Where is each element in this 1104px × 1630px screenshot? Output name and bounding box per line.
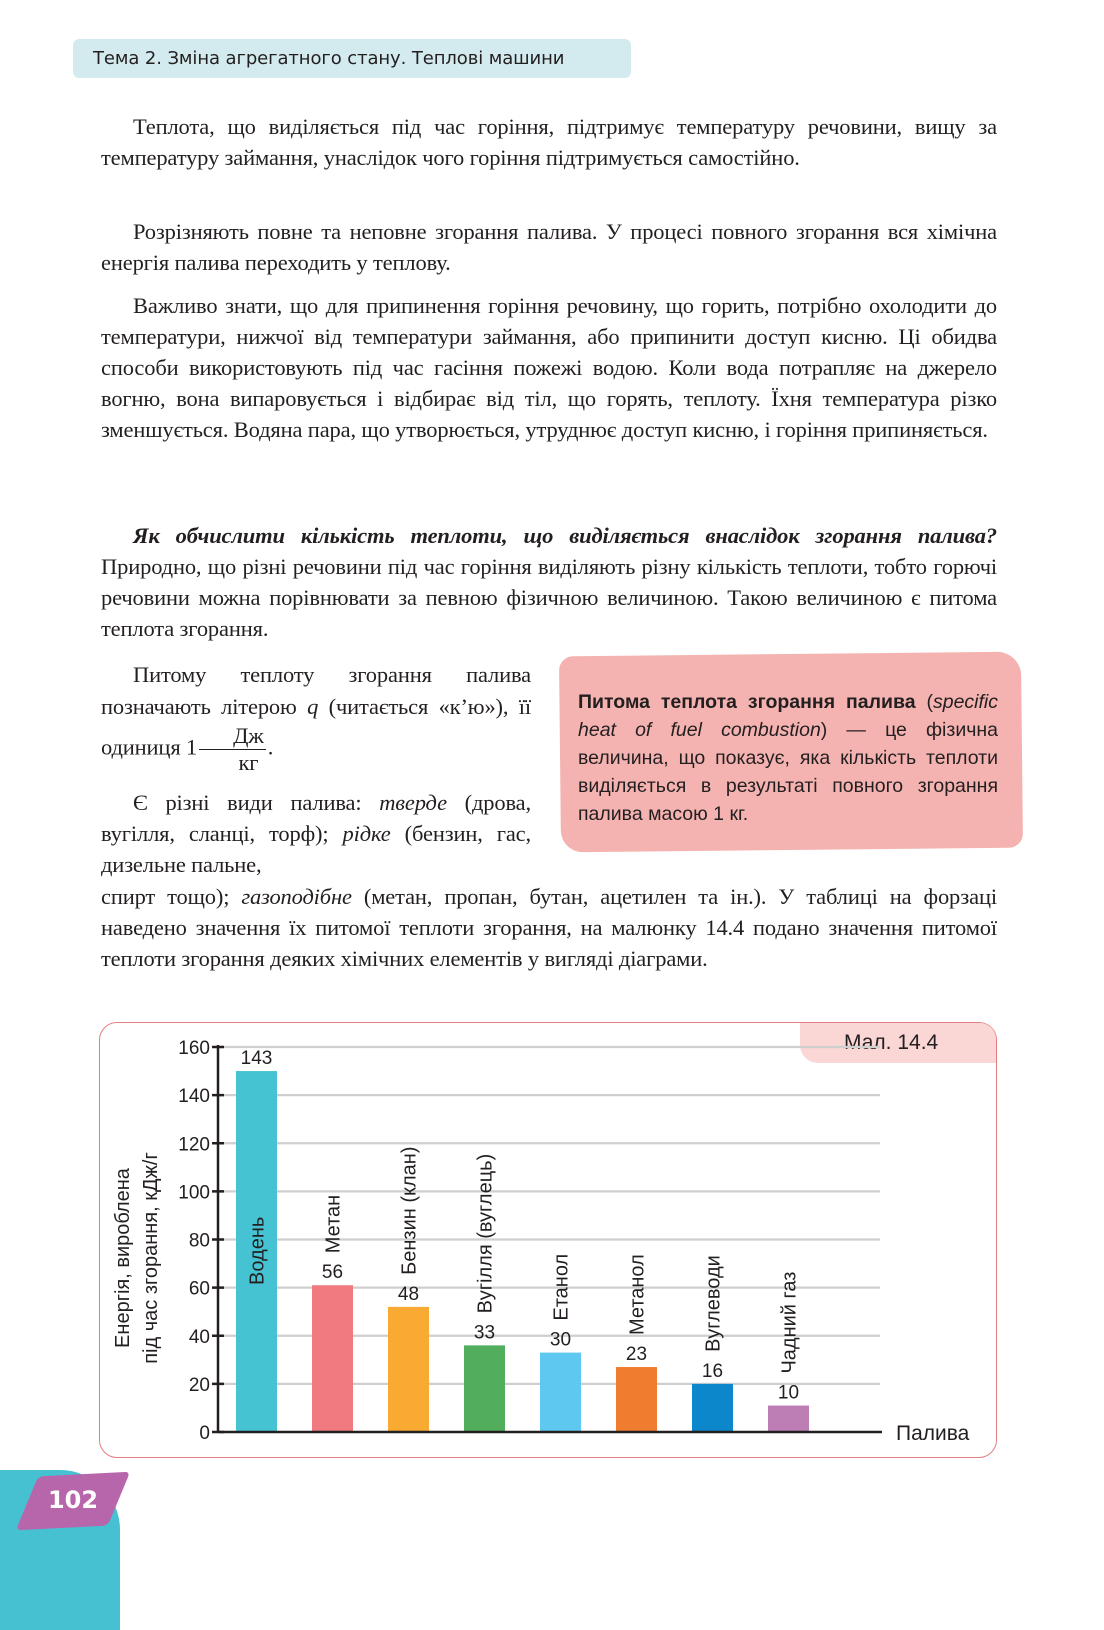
y-tick-label: 120 (178, 1134, 210, 1156)
bar (540, 1353, 581, 1432)
category-label: Метан (322, 1194, 345, 1254)
bar (768, 1406, 809, 1432)
fuel-gas: газоподібне (241, 884, 352, 909)
bar-value-label: 143 (240, 1048, 273, 1070)
unit-denominator: кг (238, 750, 259, 775)
y-tick-label: 140 (178, 1086, 210, 1108)
bar-group (312, 1195, 353, 1432)
y-tick-label: 0 (199, 1423, 210, 1444)
y-tick-label: 40 (188, 1326, 210, 1348)
bar-group (540, 1254, 581, 1432)
text: . (267, 734, 274, 760)
category-label: Чадний газ (778, 1271, 801, 1374)
bar (312, 1285, 353, 1432)
text: спирт тощо); (101, 884, 242, 909)
bar-value-label: 56 (321, 1262, 344, 1284)
bar (388, 1307, 429, 1432)
paragraph-combustion-heat: Теплота, що виділяється під час горіння, підтримує температуру речовини, вищу за температуру займання, унаслідок чого горіння підтримується самостійно. (101, 114, 997, 170)
y-tick-label: 80 (188, 1230, 210, 1252)
y-tick-label: 60 (188, 1278, 210, 1300)
bar-group (692, 1255, 733, 1432)
bar-value-label: 23 (625, 1344, 648, 1366)
category-label: Вуглеводи (702, 1255, 725, 1352)
bar (464, 1345, 505, 1432)
bar-group (464, 1154, 505, 1432)
definition-english: specific heat of fuel combustion (578, 691, 998, 741)
topic-header: Тема 2. Зміна агрегатного стану. Теплові машини (73, 39, 631, 78)
y-axis-title (112, 1152, 162, 1364)
bar (692, 1384, 733, 1432)
fuel-solid: тверде (379, 790, 447, 815)
paragraph-stop-burning: Важливо знати, що для припинення горіння речовину, що горить, потрібно охолодити до температури, нижчої від температури займання, або припинити доступ кисню. Ці обидва способи використовують під час гасіння пожежі водою. Коли вода потрапляє на джерело вогню, вона випаровується і відбирає від тіл, що горять, теплоту. Їхня температура різко зменшується. Водяна пара, що утворюється, утруднює доступ кисню, і горіння припиняється. (101, 293, 997, 442)
paragraph-full-combustion: Розрізняють повне та неповне згорання палива. У процесі повного згорання вся хімічна енергія палива переходить у теплову. (101, 219, 997, 275)
definition-term: Питома теплота згорання палива (578, 691, 916, 713)
bar-group (388, 1147, 429, 1433)
text: (метан, пропан, бутан, ацетилен та ін.). У таблиці на форзаці наведено значення їх питомої теплоти згорання, на малюнку 14.4 подано значення питомої теплоти згорання деяких хімічних елементів у вигляді діаграми. (101, 884, 997, 971)
bar-group (616, 1254, 657, 1432)
y-tick-label: 160 (178, 1038, 210, 1059)
unit-numerator: Дж (199, 723, 266, 750)
bar-value-label: 16 (701, 1360, 724, 1382)
category-label: Метанол (626, 1254, 649, 1336)
bar-value-label: 10 (777, 1382, 800, 1404)
fuel-liquid: рідке (342, 821, 391, 846)
question-answer-text: Природно, що різні речовини під час горіння виділяють різну кількість теплоти, тобто горючі речовини можна порівнювати за певною фізичною величиною. Такою величиною є питома теплота згорання. (101, 554, 997, 641)
bar-value-label: 30 (549, 1329, 572, 1351)
bar-group (236, 1048, 277, 1432)
category-label: Водень (246, 1216, 269, 1285)
bar-group (768, 1272, 809, 1432)
text: Є різні види палива: (133, 790, 380, 815)
bar-value-label: 33 (473, 1322, 496, 1344)
question-text: Як обчислити кількість теплоти, що виділяється внаслідок згорання палива? (133, 523, 997, 548)
text: (читається «к’ю»), її одиниця 1 (101, 694, 531, 760)
symbol-q: q (307, 694, 319, 719)
y-tick-label: 20 (188, 1374, 210, 1396)
text: (бензин, гас, дизельне пальне, (101, 821, 531, 877)
category-label: Вугілля (вуглець) (474, 1153, 497, 1314)
text: (дрова, вугілля, сланці, торф); (101, 790, 531, 846)
text: Питому теплоту згорання палива позначають літерою (101, 662, 531, 719)
category-label: Бензин (клан) (398, 1146, 421, 1275)
text: ( (915, 691, 933, 713)
bar (616, 1367, 657, 1432)
figure-label: Мал. 14.4 (800, 1023, 996, 1063)
bar-value-label: 48 (397, 1283, 420, 1305)
x-axis-title: Палива (896, 1422, 970, 1445)
definition-body: ) — це фізична величина, що показує, яка кількість теплоти виділяється в результаті повного згорання палива масою 1 кг. (578, 719, 998, 825)
page-number: 102 (47, 1486, 99, 1514)
y-axis-title-line: під час згорання, кДж/г (140, 1152, 162, 1364)
category-label: Етанол (550, 1253, 573, 1321)
y-axis-title-line: Енергія, вироблена (112, 1168, 134, 1348)
y-tick-label: 100 (178, 1182, 210, 1204)
